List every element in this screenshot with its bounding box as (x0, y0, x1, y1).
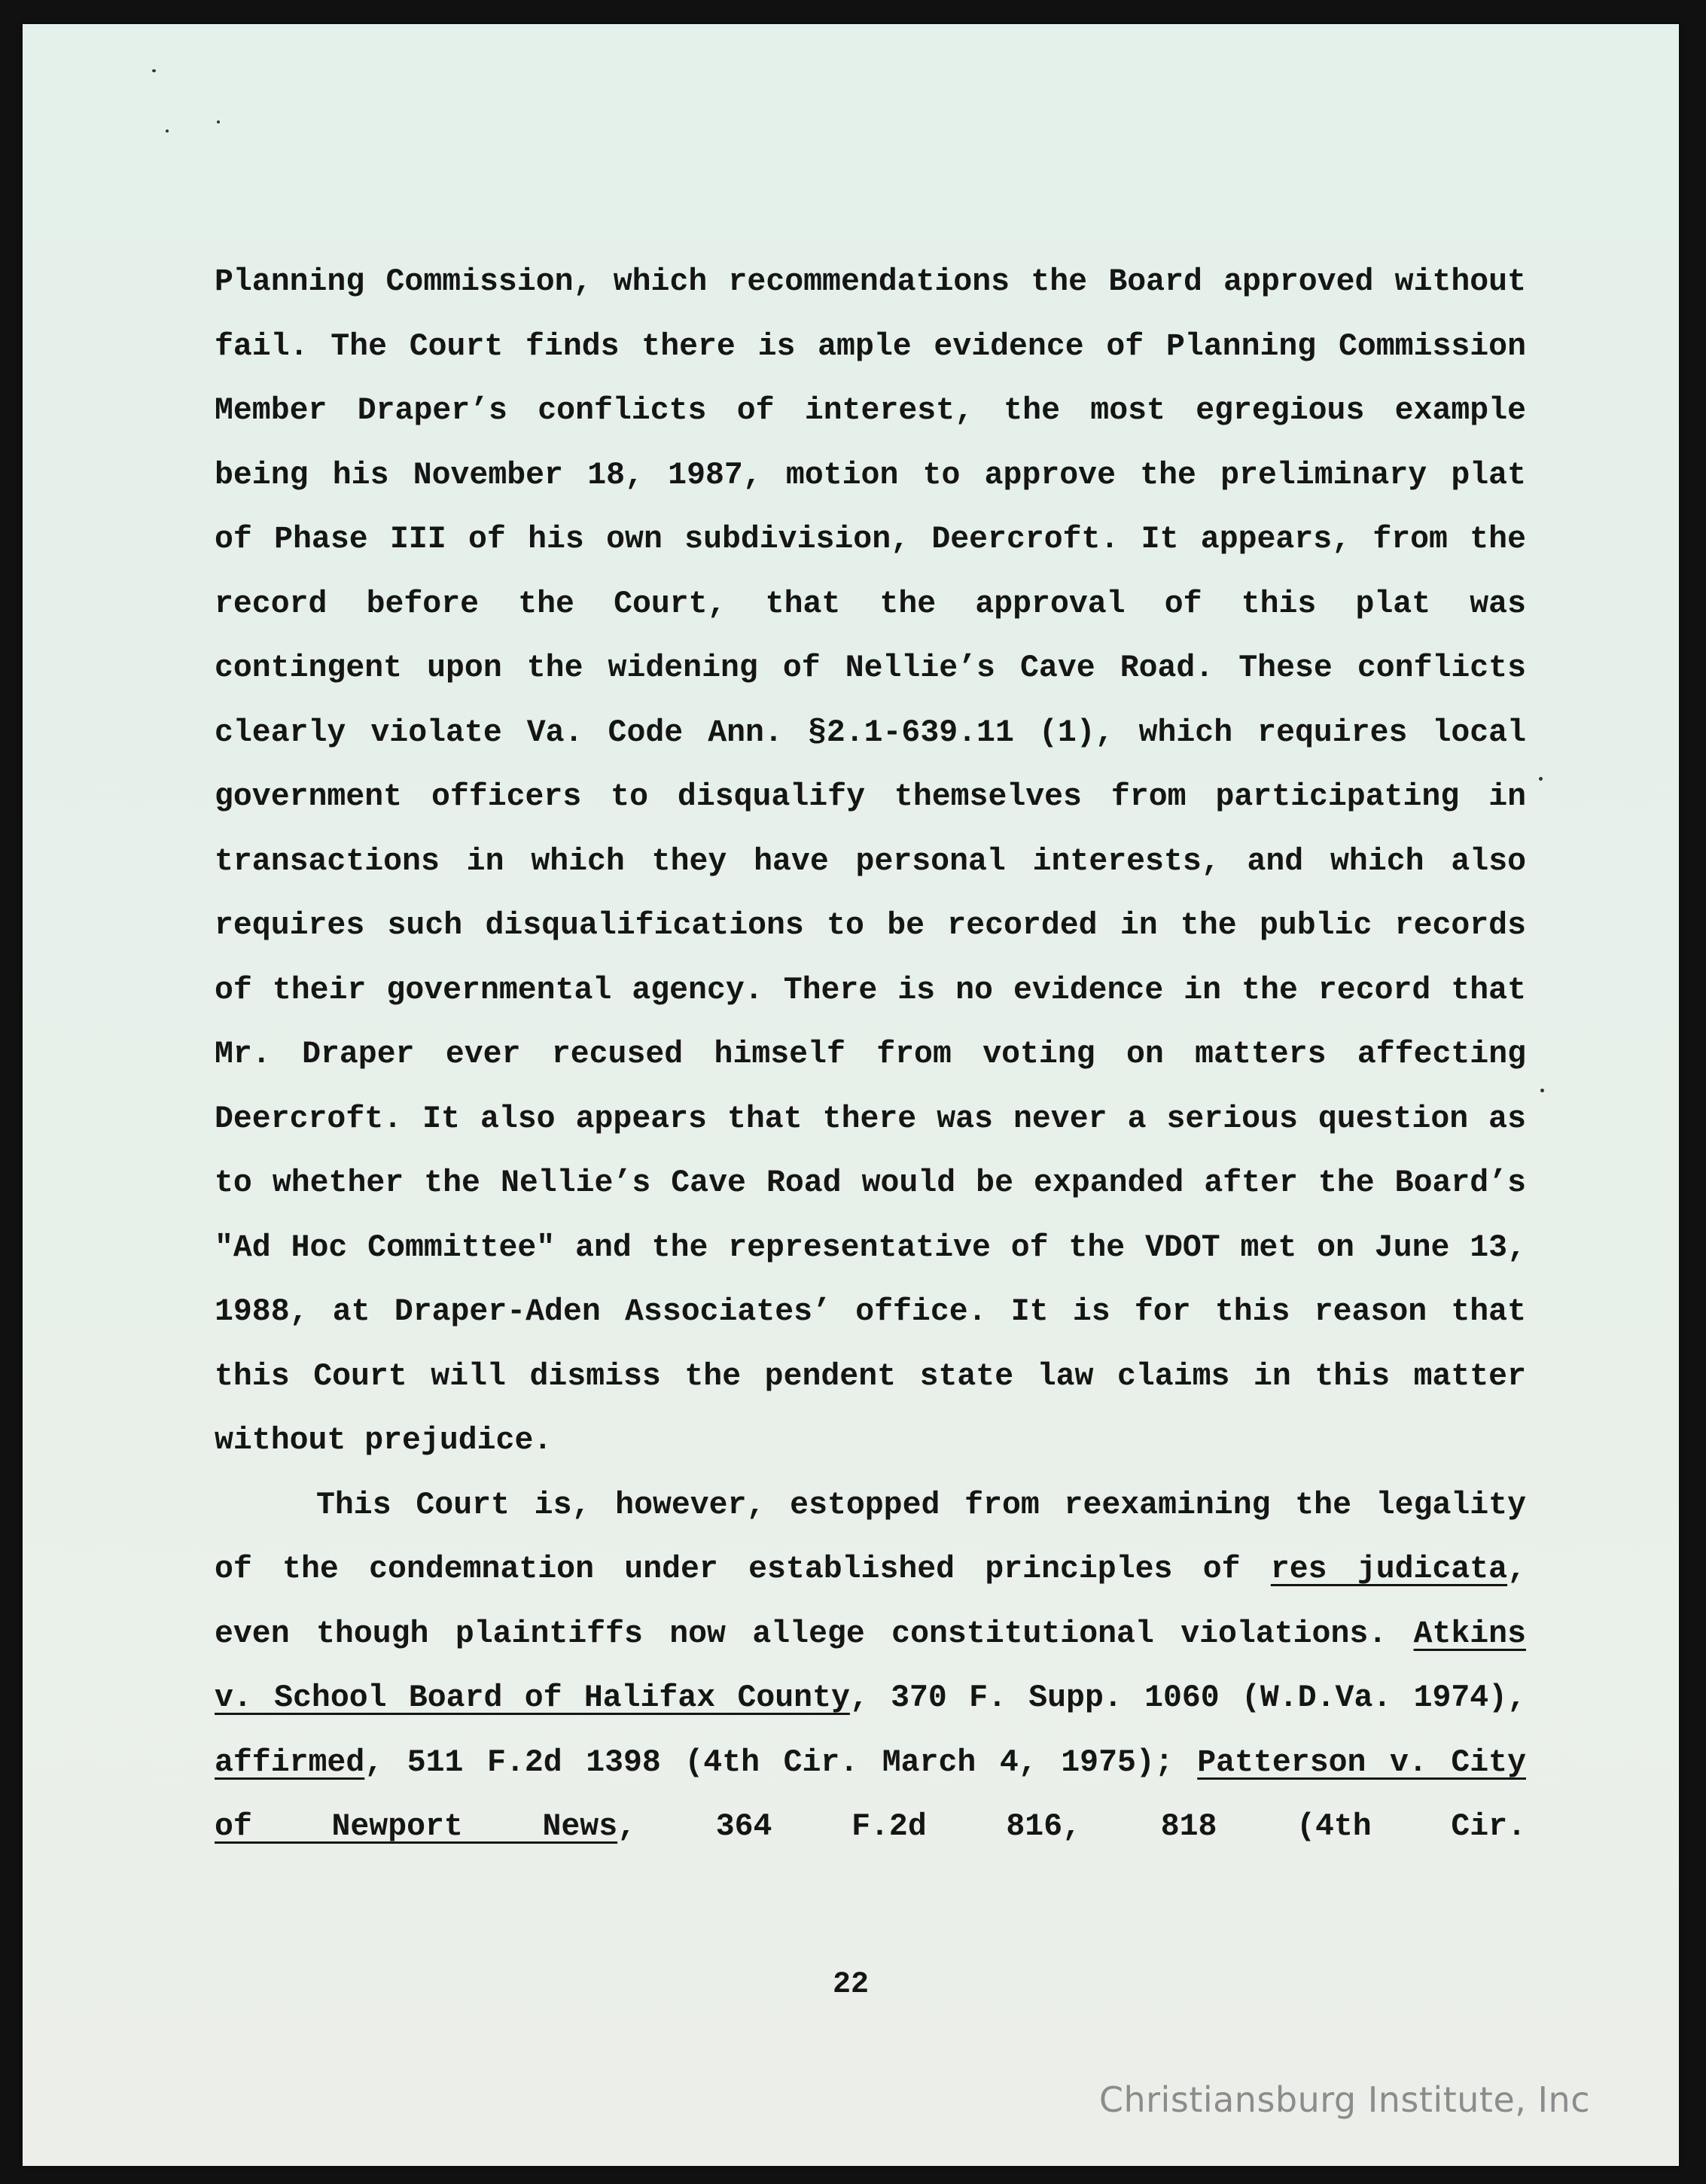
case-citation-atkins: Atkins v. School Board of Halifax County (215, 1616, 1526, 1716)
watermark: Christiansburg Institute, Inc (1098, 2079, 1590, 2120)
page-number: 22 (832, 1968, 869, 2002)
paragraph-2-text-1: This Court is, however, estopped from reexamining the legality of the condemnation under established principles of (215, 1487, 1526, 1587)
paragraph-1 (215, 250, 1526, 1473)
paragraph-2-text-2: , even though plaintiffs now allege constitutional violations. (215, 1552, 1526, 1652)
paragraph-1-text: Planning Commission, which recommendations the Board approved without fail. The Court finds there is ample evidence of Planning Commission Member Draper’s conflicts of interest, the most egregious example being his November 18, 1987, motion to approve the preliminary plat of Phase III of his own subdivision, Deercroft. It appears, from the record before the Court, that the approval of this plat was contingent upon the widening of Nellie’s Cave Road. These conflicts clearly violate Va. Code Ann. §2.1-639.11 (1), which requires local government officers to disqualify themselves from participating in transactions in which they have personal interests, and which also requires such disqualifications to be recorded in the public records of their governmental agency. There is no evidence in the record that Mr. Draper ever recused himself from voting on matters affecting Deercroft. It also appears that there was never a serious question as to whether the Nellie’s Cave Road would be expanded after the Board’s "Ad Hoc Committee" and the representative of the VDOT met on June 13, 1988, at Draper-Aden Associates’ office. It is for this reason that this Court will dismiss the pendent state law claims in this matter without prejudice. (215, 264, 1526, 1458)
affirmed-term: affirmed (215, 1744, 365, 1780)
case-citation-patterson: Patterson v. City of Newport News (215, 1744, 1526, 1844)
scan-speck (1539, 777, 1543, 781)
scan-speck (217, 120, 220, 123)
document-page (23, 24, 1679, 2166)
scan-speck (1540, 1089, 1544, 1092)
scan-speck (152, 69, 156, 72)
paragraph-2-text-5: , 364 F.2d 816, 818 (4th Cir. (617, 1809, 1527, 1844)
paragraph-2 (215, 1473, 1526, 1860)
paragraph-2-text-3: , 370 F. Supp. 1060 (W.D.Va. 1974), (849, 1680, 1526, 1716)
scan-speck (166, 129, 169, 133)
paragraph-2-text-4: , 511 F.2d 1398 (4th Cir. March 4, 1975); (364, 1744, 1198, 1780)
res-judicata-term: res judicata (1270, 1552, 1508, 1587)
body-text (215, 250, 1526, 1860)
